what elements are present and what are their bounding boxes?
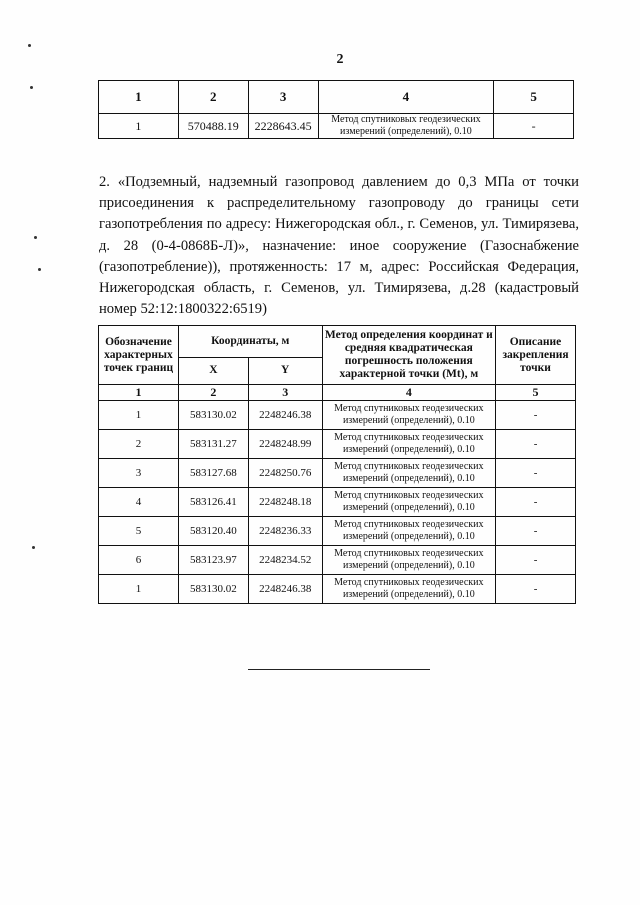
table-row (99, 517, 576, 546)
table-row (99, 488, 576, 517)
header-method: Метод определения координат и средняя квадратическая погрешность положения характерной точки (Mt), м (322, 326, 495, 385)
scan-speck (30, 86, 33, 89)
signature-line (248, 669, 430, 670)
scan-speck (34, 236, 37, 239)
column-number-row (99, 385, 576, 401)
header-fixing: Описание закрепления точки (496, 326, 576, 385)
x-cell: 583120.40 (178, 517, 248, 546)
desc-cell: - (494, 114, 574, 139)
point-cell: 1 (99, 575, 179, 604)
method-cell: Метод спутниковых геодезических измерений (определений), 0.10 (322, 517, 495, 546)
page-number: 2 (336, 52, 344, 67)
method-cell: Метод спутниковых геодезических измерений (определений), 0.10 (322, 401, 495, 430)
y-cell: 2248246.38 (248, 401, 322, 430)
header-coords: Координаты, м (178, 326, 322, 358)
y-cell: 2248248.99 (248, 430, 322, 459)
y-cell: 2248236.33 (248, 517, 322, 546)
desc-cell: - (496, 517, 576, 546)
scan-speck (32, 546, 35, 549)
column-number: 3 (248, 385, 322, 401)
table-row (99, 459, 576, 488)
column-number: 2 (178, 385, 248, 401)
coordinates-table-1 (98, 80, 574, 139)
point-cell: 5 (99, 517, 179, 546)
method-cell: Метод спутниковых геодезических измерений (определений), 0.10 (322, 430, 495, 459)
method-cell: Метод спутниковых геодезических измерений (определений), 0.10 (322, 575, 495, 604)
method-cell: Метод спутниковых геодезических измерений (определений), 0.10 (322, 488, 495, 517)
point-cell: 1 (99, 401, 179, 430)
x-cell: 583130.02 (178, 575, 248, 604)
scan-speck (28, 44, 31, 47)
object-description: 2. «Подземный, надземный газопровод давлением до 0,3 МПа от точки присоединения к распределительному газопроводу до границы сети газопотребления по адресу: Нижегородская обл., г. Семенов, ул. Тимирязева, д. 28 (0-4-0868Б-Л)», назначение: иное сооружение (Газоснабжение (газопотребление)), протяженность: 17 м, адрес: Российская Федерация, Нижегородская область, г. Семенов, ул. Тимирязева, д.28 (кадастровый номер 52:12:1800322:6519) (99, 174, 579, 318)
desc-cell: - (496, 430, 576, 459)
point-cell: 2 (99, 430, 179, 459)
point-cell: 4 (99, 488, 179, 517)
column-number: 4 (322, 385, 495, 401)
x-cell: 583130.02 (178, 401, 248, 430)
x-cell: 583127.68 (178, 459, 248, 488)
x-cell: 583131.27 (178, 430, 248, 459)
y-cell: 2248234.52 (248, 546, 322, 575)
desc-cell: - (496, 401, 576, 430)
y-cell: 2228643.45 (248, 114, 318, 139)
table-row (99, 114, 574, 139)
header-x: X (178, 357, 248, 384)
point-cell: 3 (99, 459, 179, 488)
header-y: Y (248, 357, 322, 384)
y-cell: 2248248.18 (248, 488, 322, 517)
point-cell: 6 (99, 546, 179, 575)
desc-cell: - (496, 488, 576, 517)
header-cell: 1 (99, 81, 179, 114)
method-cell: Метод спутниковых геодезических измерений (определений), 0.10 (322, 459, 495, 488)
point-cell: 1 (99, 114, 179, 139)
scan-speck (38, 268, 41, 271)
column-number: 5 (496, 385, 576, 401)
x-cell: 583126.41 (178, 488, 248, 517)
header-point: Обозначение характерных точек границ (99, 326, 179, 385)
method-cell: Метод спутниковых геодезических измерений (определений), 0.10 (318, 114, 494, 139)
table-row (99, 546, 576, 575)
y-cell: 2248250.76 (248, 459, 322, 488)
desc-cell: - (496, 459, 576, 488)
header-cell: 2 (178, 81, 248, 114)
x-cell: 583123.97 (178, 546, 248, 575)
y-cell: 2248246.38 (248, 575, 322, 604)
table-row (99, 575, 576, 604)
table-header-row (99, 81, 574, 114)
header-cell: 4 (318, 81, 494, 114)
method-cell: Метод спутниковых геодезических измерений (определений), 0.10 (322, 546, 495, 575)
table-row (99, 430, 576, 459)
coordinates-table-2 (98, 325, 576, 604)
desc-cell: - (496, 575, 576, 604)
desc-cell: - (496, 546, 576, 575)
column-number: 1 (99, 385, 179, 401)
header-cell: 5 (494, 81, 574, 114)
x-cell: 570488.19 (178, 114, 248, 139)
table-header-row (99, 326, 576, 358)
table-row (99, 401, 576, 430)
header-cell: 3 (248, 81, 318, 114)
